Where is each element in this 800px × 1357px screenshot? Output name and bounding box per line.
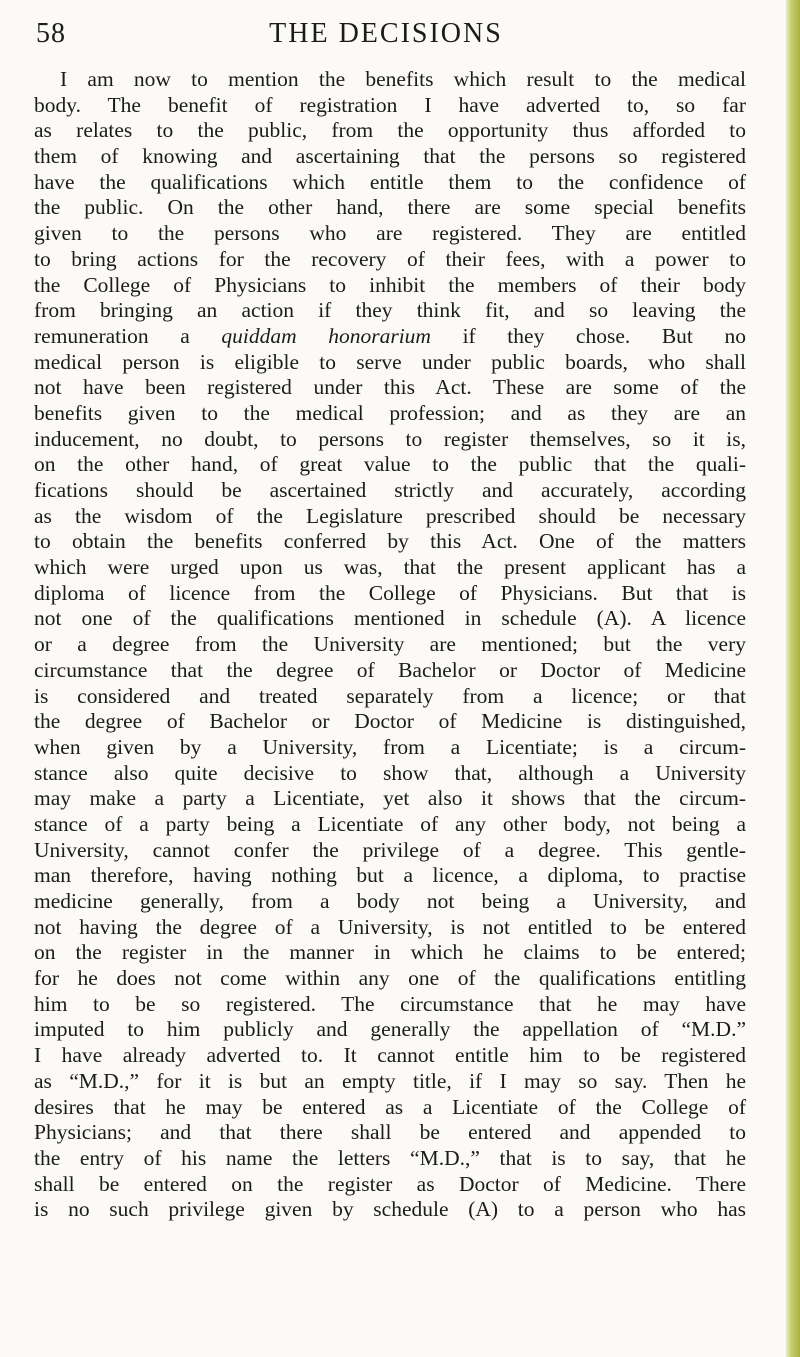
text-line: to bring actions for the recovery of their fees, with a power to xyxy=(34,246,746,271)
text-line: the College of Physicians to inhibit the members of their body xyxy=(34,272,746,297)
text-line-italic xyxy=(34,324,746,350)
text-line: stance also quite decisive to show that, although a University xyxy=(34,760,746,785)
text-line: as “M.D.,” for it is but an empty title, if I may so say. Then he xyxy=(34,1068,746,1093)
text-line: medical person is eligible to serve under public boards, who shall xyxy=(34,349,746,374)
text-line: stance of a party being a Licentiate of any other body, not being a xyxy=(34,811,746,836)
text-line: shall be entered on the register as Doctor of Medicine. There xyxy=(34,1171,746,1196)
text-line: not one of the qualifications mentioned in schedule (A). A licence xyxy=(34,606,746,631)
text-line: may make a party a Licentiate, yet also it shows that the circum- xyxy=(34,786,746,811)
text-line: medicine generally, from a body not being a University, and xyxy=(34,889,746,913)
text-line: circumstance that the degree of Bachelor or Doctor of Medicine xyxy=(34,657,746,682)
text-line: which were urged upon us was, that the present applicant has a xyxy=(34,555,746,580)
text-fragment: remuneration a xyxy=(34,323,222,348)
text-line: to obtain the benefits conferred by this Act. One of the matters xyxy=(34,529,746,554)
text-line: University, cannot confer the privilege of a degree. This gentle- xyxy=(34,837,746,862)
text-line: them of knowing and ascertaining that the persons so registered xyxy=(34,144,746,169)
page-header xyxy=(36,18,736,58)
text-line: on the register in the manner in which he claims to be entered; xyxy=(34,940,746,965)
text-line: inducement, no doubt, to persons to register themselves, so it is, xyxy=(34,426,746,451)
text-line: is considered and treated separately from a licence; or that xyxy=(34,683,746,708)
text-line: not having the degree of a University, is not entitled to be entered xyxy=(34,914,746,939)
text-line: the degree of Bachelor or Doctor of Medicine is distinguished, xyxy=(34,709,746,734)
text-line: on the other hand, of great value to the public that the quali- xyxy=(34,452,746,477)
text-line: as the wisdom of the Legislature prescribed should be necessary xyxy=(34,503,746,528)
text-line: benefits given to the medical profession; and as they are an xyxy=(34,400,746,425)
text-line: from bringing an action if they think fit, and so leaving the xyxy=(34,298,746,323)
text-line: when given by a University, from a Licentiate; is a circum- xyxy=(34,734,746,759)
text-line: body. The benefit of registration I have adverted to, so far xyxy=(34,92,746,117)
text-fragment: if they chose. But no xyxy=(430,323,747,348)
text-line: desires that he may be entered as a Licentiate of the College of xyxy=(34,1094,746,1119)
page-number: 58 xyxy=(36,18,66,49)
italic-phrase: quiddam honorarium xyxy=(221,323,431,348)
text-line: have the qualifications which entitle them to the confidence of xyxy=(34,169,746,194)
text-line: not have been registered under this Act. These are some of the xyxy=(34,375,746,400)
text-line: man therefore, having nothing but a licence, a diploma, to practise xyxy=(34,863,746,888)
text-line: imputed to him publicly and generally the appellation of “M.D.” xyxy=(34,1017,746,1042)
page-edge xyxy=(786,0,800,1357)
text-line: I have already adverted to. It cannot entitle him to be registered xyxy=(34,1043,746,1068)
text-line: the public. On the other hand, there are some special benefits xyxy=(34,195,746,220)
text-line: the entry of his name the letters “M.D.,” that is to say, that he xyxy=(34,1145,746,1170)
text-line: is no such privilege given by schedule (A) to a person who has xyxy=(34,1197,746,1222)
text-line: fications should be ascertained strictly and accurately, according xyxy=(34,478,746,502)
text-line: or a degree from the University are mentioned; but the very xyxy=(34,632,746,657)
text-line: diploma of licence from the College of Physicians. But that is xyxy=(34,580,746,605)
body-paragraph xyxy=(34,67,746,1223)
text-line: him to be so registered. The circumstance that he may have xyxy=(34,991,746,1016)
text-line: I am now to mention the benefits which result to the medical xyxy=(60,67,746,91)
text-line: for he does not come within any one of the qualifications entitling xyxy=(34,966,746,991)
running-head: THE DECISIONS xyxy=(269,18,503,49)
text-line: as relates to the public, from the opportunity thus afforded to xyxy=(34,118,746,143)
text-line: given to the persons who are registered. They are entitled xyxy=(34,221,746,246)
text-line: Physicians; and that there shall be entered and appended to xyxy=(34,1120,746,1145)
